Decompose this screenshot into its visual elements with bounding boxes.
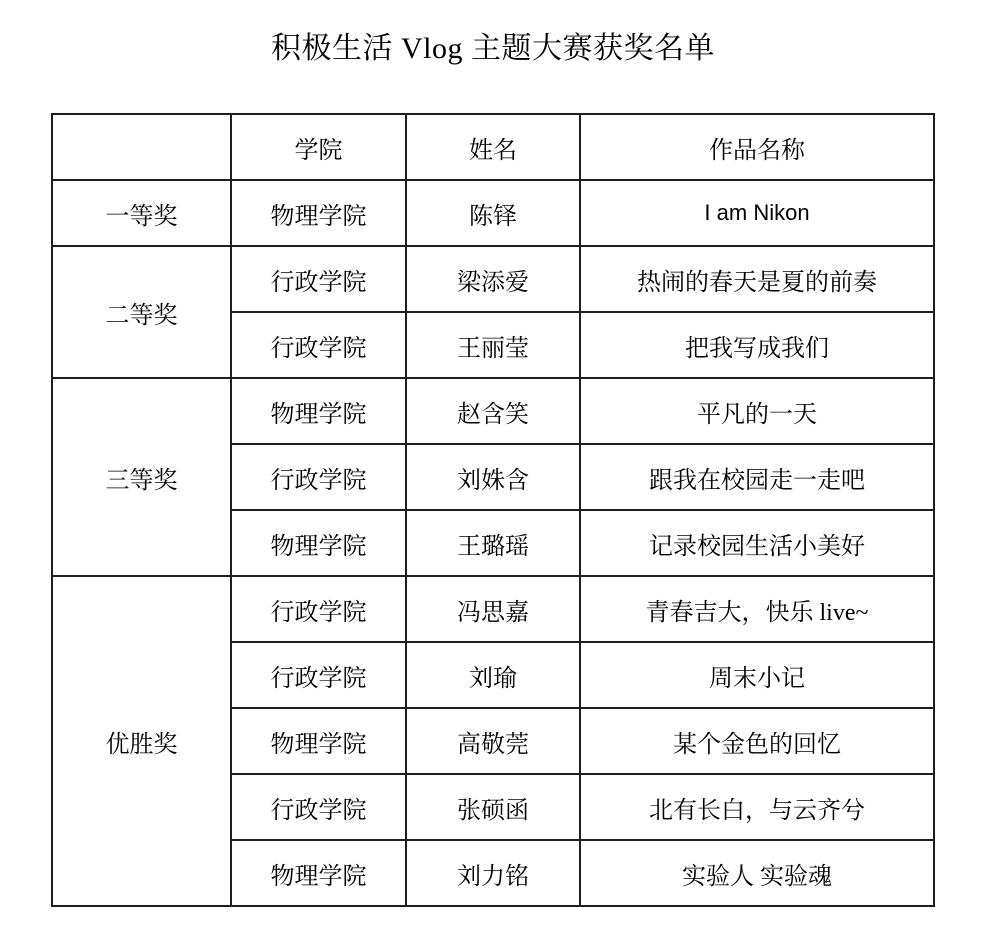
work-title-cell: 记录校园生活小美好: [580, 510, 934, 576]
table-row: [52, 246, 934, 312]
college-cell: 行政学院: [231, 246, 406, 312]
work-title-cell: 跟我在校园走一走吧: [580, 444, 934, 510]
work-title-cell: 某个金色的回忆: [580, 708, 934, 774]
award-table: [51, 113, 935, 907]
work-title-cell: 青春吉大，快乐 live~: [580, 576, 934, 642]
college-cell: 行政学院: [231, 642, 406, 708]
college-cell: 行政学院: [231, 312, 406, 378]
work-title-cell: 热闹的春天是夏的前奏: [580, 246, 934, 312]
college-cell: 行政学院: [231, 444, 406, 510]
name-cell: 刘力铭: [406, 840, 580, 906]
work-title-cell: I am Nikon: [580, 180, 934, 246]
college-cell: 物理学院: [231, 378, 406, 444]
name-cell: 王丽莹: [406, 312, 580, 378]
name-cell: 张硕函: [406, 774, 580, 840]
column-header-college: 学院: [231, 114, 406, 180]
work-title-cell: 北有长白，与云齐兮: [580, 774, 934, 840]
award-tier-cell: 优胜奖: [52, 576, 231, 906]
name-cell: 冯思嘉: [406, 576, 580, 642]
name-cell: 赵含笑: [406, 378, 580, 444]
table-row: [52, 180, 934, 246]
column-header-name: 姓名: [406, 114, 580, 180]
award-tier-cell: 一等奖: [52, 180, 231, 246]
name-cell: 高敬莞: [406, 708, 580, 774]
work-title-cell: 平凡的一天: [580, 378, 934, 444]
college-cell: 物理学院: [231, 840, 406, 906]
name-cell: 刘瑜: [406, 642, 580, 708]
college-cell: 行政学院: [231, 774, 406, 840]
name-cell: 梁添爱: [406, 246, 580, 312]
name-cell: 王璐瑶: [406, 510, 580, 576]
column-header-work: 作品名称: [580, 114, 934, 180]
table-row: [52, 378, 934, 444]
college-cell: 物理学院: [231, 708, 406, 774]
name-cell: 刘姝含: [406, 444, 580, 510]
college-cell: 行政学院: [231, 576, 406, 642]
corner-header-cell: [52, 114, 231, 180]
work-title-cell: 实验人 实验魂: [580, 840, 934, 906]
work-title-cell: 把我写成我们: [580, 312, 934, 378]
header-row: [52, 114, 934, 180]
college-cell: 物理学院: [231, 180, 406, 246]
college-cell: 物理学院: [231, 510, 406, 576]
work-title-cell: 周末小记: [580, 642, 934, 708]
award-tier-cell: 三等奖: [52, 378, 231, 576]
table-row: [52, 576, 934, 642]
award-tier-cell: 二等奖: [52, 246, 231, 378]
page-title: 积极生活 Vlog 主题大赛获奖名单: [271, 32, 715, 65]
name-cell: 陈铎: [406, 180, 580, 246]
